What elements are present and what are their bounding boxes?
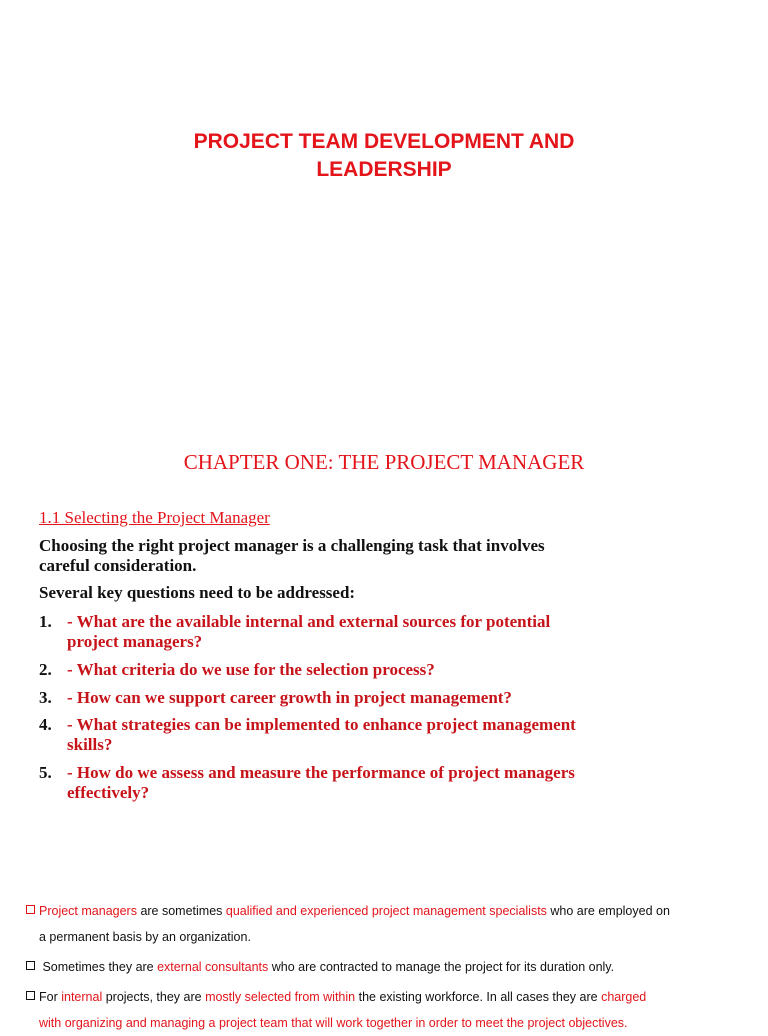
bullet-highlight: charged bbox=[601, 990, 647, 1004]
bullet-highlight: qualified and experienced project management specialists bbox=[225, 904, 547, 918]
bullet-item bbox=[26, 954, 726, 980]
bullet-text: Sometimes they are bbox=[39, 960, 158, 974]
section-heading: 1.1 Selecting the Project Manager bbox=[39, 508, 270, 527]
lead-sentence: Several key questions need to be addressed: bbox=[39, 583, 356, 602]
title-line-2: LEADERSHIP bbox=[316, 158, 452, 181]
question-text-line: project managers? bbox=[67, 632, 203, 651]
checkbox-bullet-icon bbox=[26, 961, 35, 970]
intro-line-1: Choosing the right project manager is a challenging task that involves bbox=[39, 536, 545, 555]
bullet-highlight: internal bbox=[61, 990, 103, 1004]
question-number: 1. bbox=[39, 612, 52, 631]
bullet-line bbox=[26, 898, 726, 924]
bullet-highlight: Project managers bbox=[39, 904, 137, 918]
question-text-line: - How can we support career growth in project management? bbox=[67, 688, 512, 707]
bullet-text: the existing workforce. In all cases they are bbox=[355, 990, 602, 1004]
question-text-line: - What strategies can be implemented to enhance project management bbox=[67, 715, 576, 734]
title-line-1: PROJECT TEAM DEVELOPMENT AND bbox=[193, 130, 575, 153]
question-text-line: - How do we assess and measure the performance of project managers bbox=[67, 763, 575, 782]
bullet-highlight: mostly selected from within bbox=[205, 990, 356, 1004]
checkbox-bullet-icon bbox=[26, 905, 35, 914]
question-text-line: - What are the available internal and external sources for potential bbox=[67, 612, 551, 631]
bullet-item bbox=[26, 984, 726, 1036]
question-text-line: effectively? bbox=[67, 783, 150, 802]
bullet-text: who are contracted to manage the project for its duration only. bbox=[268, 960, 615, 974]
bullet-text: For bbox=[39, 990, 62, 1004]
bullet-continuation: with organizing and managing a project team that will work together in order to meet the project objectives. bbox=[39, 1016, 628, 1030]
bullet-highlight: external consultants bbox=[157, 960, 269, 974]
bullet-continuation: a permanent basis by an organization. bbox=[39, 930, 251, 944]
question-text-line: skills? bbox=[67, 735, 113, 754]
document-title bbox=[0, 128, 768, 184]
bullet-line bbox=[26, 954, 726, 980]
question-number: 2. bbox=[39, 660, 52, 679]
bullet-line bbox=[26, 984, 726, 1010]
bullet-item bbox=[26, 898, 726, 950]
question-number: 4. bbox=[39, 715, 52, 734]
bullet-text: projects, they are bbox=[102, 990, 206, 1004]
question-text bbox=[67, 688, 627, 708]
checkbox-bullet-icon bbox=[26, 991, 35, 1000]
chapter-heading: CHAPTER ONE: THE PROJECT MANAGER bbox=[183, 450, 585, 474]
question-text bbox=[67, 660, 627, 680]
bullet-list bbox=[26, 898, 726, 1036]
question-text bbox=[67, 763, 627, 803]
question-text-line: - What criteria do we use for the selection process? bbox=[67, 660, 435, 679]
intro-line-2: careful consideration. bbox=[39, 556, 197, 575]
bullet-text: who are employed on bbox=[546, 904, 670, 918]
question-text bbox=[67, 715, 627, 755]
question-text bbox=[67, 612, 627, 652]
question-number: 5. bbox=[39, 763, 52, 782]
intro-paragraph bbox=[39, 536, 619, 576]
bullet-text: are sometimes bbox=[136, 904, 226, 918]
question-number: 3. bbox=[39, 688, 52, 707]
